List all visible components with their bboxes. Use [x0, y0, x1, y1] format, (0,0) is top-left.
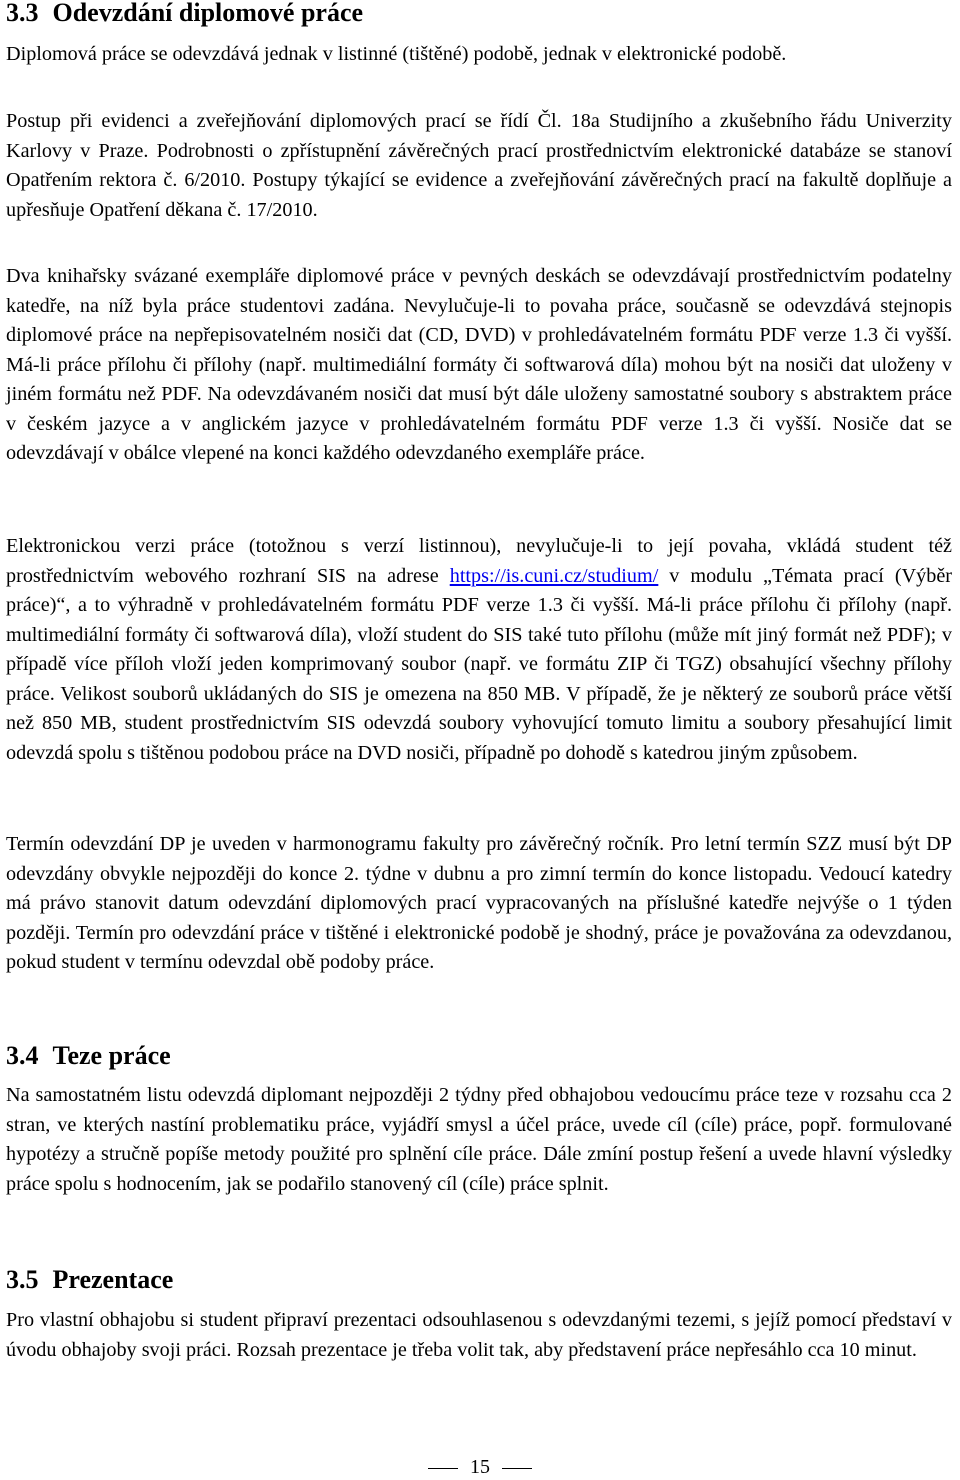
section-title: Teze práce	[52, 1041, 171, 1070]
section-heading-3-3	[6, 0, 363, 28]
p4-text-before-link: Elektronickou verzi práce (totožnou s verzí listinnou), nevylučuje-li to její povaha, vkládá student též prostřednictvím webového rozhraní SIS na adrese	[6, 535, 952, 587]
p4-text-after-link: v modulu „Témata prací (Výběr práce)“, a to výhradně v prohledávatelném formátu PDF verze 1.3 či vyšší. Má-li práce přílohu či přílohy (např. multimediální formáty či softwarová díla), vloží student do SIS také tuto přílohu (může mít jiný formát než PDF); v případě více příloh vloží jeden komprimovaný soubor (např. ve formátu ZIP či TGZ) obsahující všechny přílohy práce. Velikost souborů ukládaných do SIS je omezena na 850 MB. V případě, že je některý ze souborů práce větší než 850 MB, student prostřednictvím SIS odevzdá soubory vyhovující tomuto limitu a soubory přesahující limit odevzdá spolu s tištěnou podobou práce na DVD nosiči, případně po dohodě s katedrou jiným způsobem.	[6, 564, 953, 764]
section-number: 3.3	[6, 0, 39, 27]
page-number: 15	[470, 1456, 490, 1478]
paragraph-printed-copies: Dva knihařsky svázané exempláře diplomové práce v pevných deskách se odevzdávají prostřednictvím podatelny katedře, na níž byla práce studentovi zadána. Nevylučuje-li to povaha práce, současně se odevzdává stejnopis diplomové práce na nepřepisovatelném nosiči dat (CD, DVD) v prohledávatelném formátu PDF verze 1.3 či vyšší. Má-li práce přílohu či přílohy (např. multimediální formáty či softwarová díla) mohou být na nosiči dat uloženy v jiném formátu než PDF. Na odevzdávaném nosiči dat musí být dále uloženy samostatné soubory s abstraktem práce v českém jazyce a v anglickém jazyce v prohledávatelném formátu PDF verze 1.3 či vyšší. Nosiče dat se odevzdávají v obálce vlepené na konci každého odevzdaného exempláře práce.	[6, 265, 952, 464]
section-heading-3-4	[6, 1041, 171, 1071]
page-footer	[0, 1454, 960, 1480]
paragraph-electronic-version	[6, 532, 952, 768]
section-number: 3.4	[6, 1041, 39, 1070]
sis-link[interactable]: https://is.cuni.cz/studium/	[449, 564, 659, 587]
footer-dash-right	[502, 1468, 532, 1469]
footer-dash-left	[428, 1468, 458, 1469]
section-title: Odevzdání diplomové práce	[52, 0, 364, 27]
paragraph-theses: Na samostatném listu odevzdá diplomant nejpozději 2 týdny před obhajobou vedoucímu práce teze v rozsahu cca 2 stran, ve kterých nastíní problematiku práce, vyjádří smysl a účel práce, uvede cíl (cíle) práce, popř. formulované hypotézy a stručně popíše metody použité pro splnění cíle práce. Dále zmíní postup řešení a uvede hlavní výsledky práce spolu s hodnocením, jak se podařilo stanovený cíl (cíle) práce splnit.	[6, 1084, 952, 1195]
paragraph-evidence-rules: Postup při evidenci a zveřejňování diplomových prací se řídí Čl. 18a Studijního a zkušebního řádu Univerzity Karlovy v Praze. Podrobnosti o zpřístupnění závěrečných prací prostřednictvím elektronické databáze se stanoví Opatřením rektora č. 6/2010. Postupy týkající se evidence a zveřejňování závěrečných prací na fakultě doplňuje a upřesňuje Opatření děkana č. 17/2010.	[6, 110, 952, 221]
section-heading-3-5	[6, 1265, 173, 1295]
paragraph-submission-forms: Diplomová práce se odevzdává jednak v listinné (tištěné) podobě, jednak v elektronické podobě.	[6, 43, 787, 65]
section-number: 3.5	[6, 1265, 39, 1294]
paragraph-presentation: Pro vlastní obhajobu si student připraví prezentaci odsouhlasenou s odevzdanými tezemi, s jejíž pomocí představí v úvodu obhajoby svoji práci. Rozsah prezentace je třeba volit tak, aby představení práce nepřesáhlo cca 10 minut.	[6, 1309, 952, 1361]
section-title: Prezentace	[52, 1265, 174, 1294]
paragraph-deadline: Termín odevzdání DP je uveden v harmonogramu fakulty pro závěrečný ročník. Pro letní termín SZZ musí být DP odevzdány obvykle nejpozději do konce 2. týdne v dubnu a pro zimní termín do konce listopadu. Vedoucí katedry má právo stanovit datum odevzdání diplomových prací vypracovaných na příslušné katedře nejvýše o 1 týden později. Termín pro odevzdání práce v tištěné i elektronické podobě je shodný, práce je považována za odevzdanou, pokud student v termínu odevzdal obě podoby práce.	[6, 833, 952, 973]
